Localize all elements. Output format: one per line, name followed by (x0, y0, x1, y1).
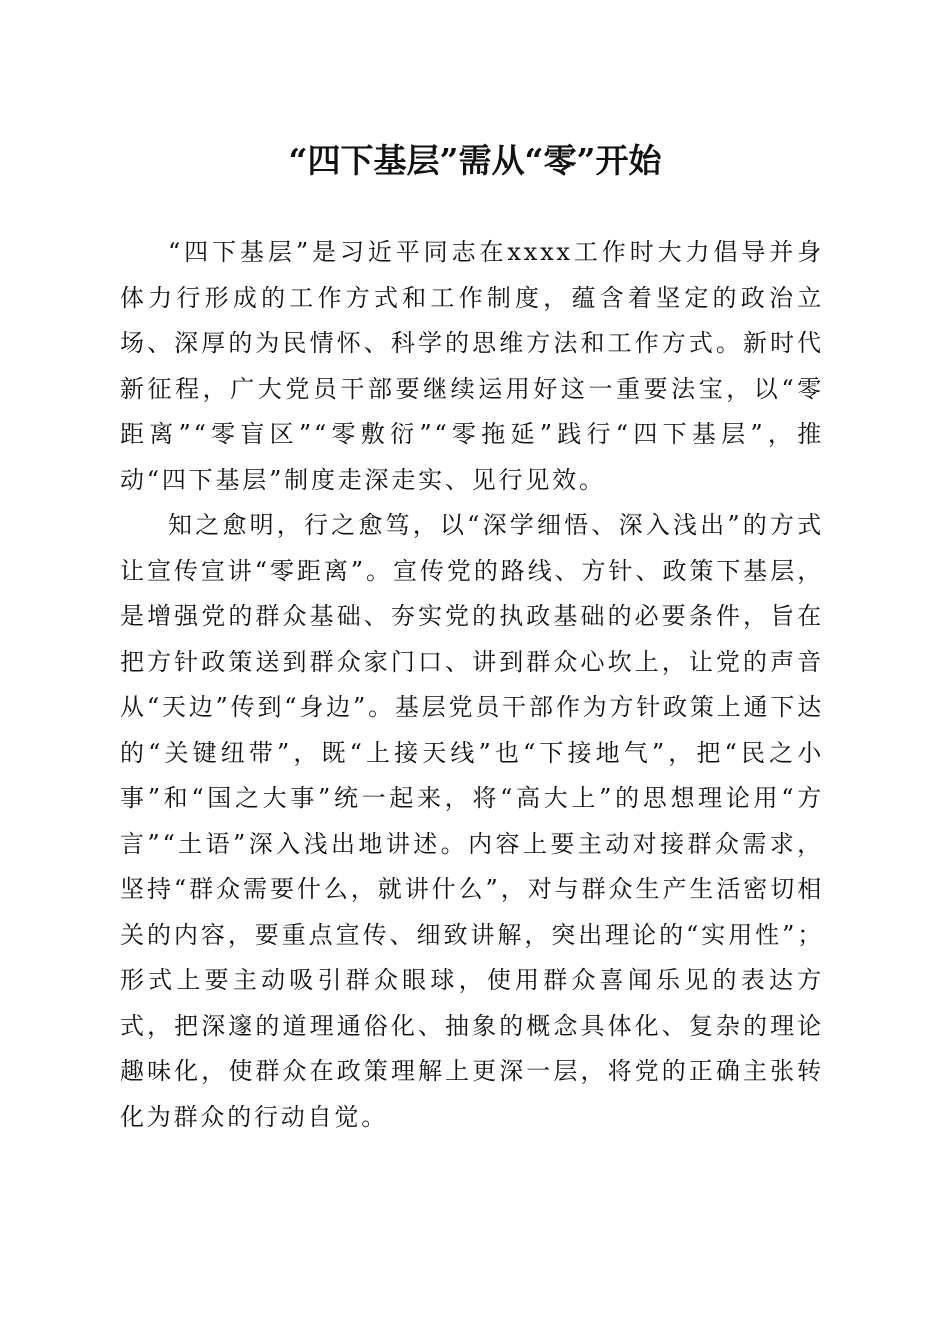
document-title: “四下基层”需从“零”开始 (288, 141, 662, 180)
document-body (120, 230, 824, 1140)
paragraph-2: 知之愈明，行之愈笃，以“深学细悟、深入浅出”的方式让宣传宣讲“零距离”。宣传党的路线、方针、政策下基层，是增强党的群众基础、夯实党的执政基础的必要条件，旨在把方针政策送到群众家门口、讲到群众心坎上，让党的声音从“天边”传到“身边”。基层党员干部作为方针政策上通下达的“关键纽带”，既“上接天线”也“下接地气”，把“民之小事”和“国之大事”统一起来，将“高大上”的思想理论用“方言”“土语”深入浅出地讲述。内容上要主动对接群众需求，坚持“群众需要什么，就讲什么”，对与群众生产生活密切相关的内容，要重点宣传、细致讲解，突出理论的“实用性”；形式上要主动吸引群众眼球，使用群众喜闻乐见的表达方式，把深邃的道理通俗化、抽象的概念具体化、复杂的理论趣味化，使群众在政策理解上更深一层，将党的正确主张转化为群众的行动自觉。 (120, 511, 824, 1131)
paragraph-1: “四下基层”是习近平同志在xxxx工作时大力倡导并身体力行形成的工作方式和工作制度，蕴含着坚定的政治立场、深厚的为民情怀、科学的思维方法和工作方式。新时代新征程，广大党员干部要继续运用好这一重要法宝，以“零距离”“零盲区”“零敷衍”“零拖延”践行“四下基层”，推动“四下基层”制度走深走实、见行见效。 (120, 238, 824, 494)
